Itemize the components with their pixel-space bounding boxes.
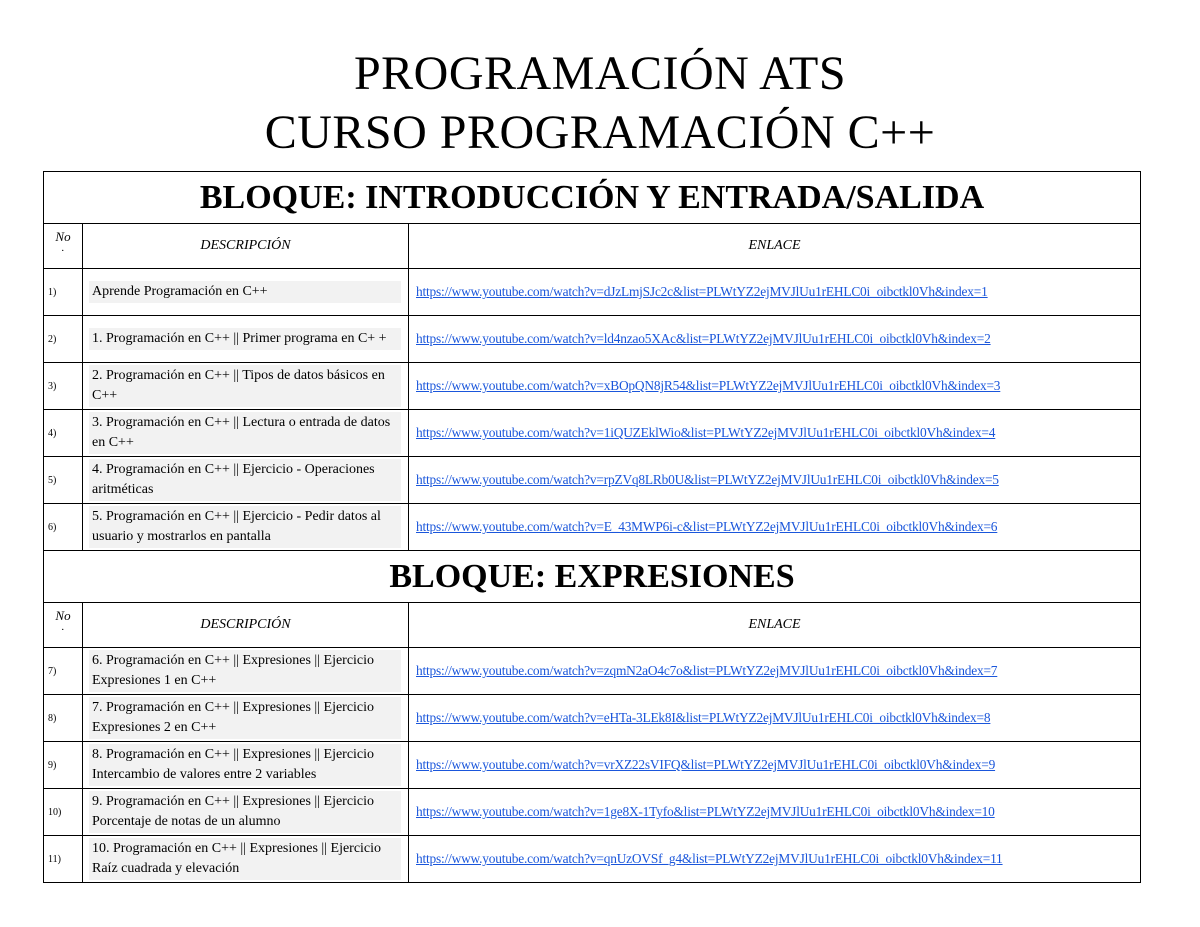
row-description: 1. Programación en C++ || Primer programa en C+ + xyxy=(89,328,401,350)
row-link-cell xyxy=(409,363,1141,410)
course-table xyxy=(43,171,1141,883)
column-header-no-dot: . xyxy=(61,242,65,254)
table-row xyxy=(44,316,1141,363)
row-description: 4. Programación en C++ || Ejercicio - Operaciones aritméticas xyxy=(89,459,401,501)
row-link-cell xyxy=(409,742,1141,789)
video-link[interactable]: https://www.youtube.com/watch?v=ld4nzao5XAc&list=PLWtYZ2ejMVJlUu1rEHLC0i_oibctkl0Vh&index=2 xyxy=(416,331,991,346)
video-link[interactable]: https://www.youtube.com/watch?v=vrXZ22sVIFQ&list=PLWtYZ2ejMVJlUu1rEHLC0i_oibctkl0Vh&index=9 xyxy=(416,757,996,772)
row-description: 6. Programación en C++ || Expresiones || Ejercicio Expresiones 1 en C++ xyxy=(89,650,401,692)
row-description: 9. Programación en C++ || Expresiones || Ejercicio Porcentaje de notas de un alumno xyxy=(89,791,401,833)
column-header-link: ENLACE xyxy=(409,603,1141,648)
column-header-row xyxy=(44,603,1141,648)
table-row xyxy=(44,742,1141,789)
row-link-cell xyxy=(409,269,1141,316)
row-description-cell xyxy=(83,742,409,789)
video-link[interactable]: https://www.youtube.com/watch?v=dJzLmjSJc2c&list=PLWtYZ2ejMVJlUu1rEHLC0i_oibctkl0Vh&index=1 xyxy=(416,284,988,299)
row-link-cell xyxy=(409,457,1141,504)
row-description-cell xyxy=(83,410,409,457)
video-link[interactable]: https://www.youtube.com/watch?v=rpZVq8LRb0U&list=PLWtYZ2ejMVJlUu1rEHLC0i_oibctkl0Vh&index=5 xyxy=(416,472,999,487)
row-description-cell xyxy=(83,789,409,836)
row-description: 5. Programación en C++ || Ejercicio - Pedir datos al usuario y mostrarlos en pantalla xyxy=(89,506,401,548)
block-title-row xyxy=(44,551,1141,603)
row-description: 7. Programación en C++ || Expresiones || Ejercicio Expresiones 2 en C++ xyxy=(89,697,401,739)
row-link-cell xyxy=(409,504,1141,551)
row-number: 9) xyxy=(44,742,83,789)
table-row xyxy=(44,504,1141,551)
row-description: 8. Programación en C++ || Expresiones || Ejercicio Intercambio de valores entre 2 variables xyxy=(89,744,401,786)
table-row xyxy=(44,410,1141,457)
video-link[interactable]: https://www.youtube.com/watch?v=1ge8X-1Tyfo&list=PLWtYZ2ejMVJlUu1rEHLC0i_oibctkl0Vh&index=10 xyxy=(416,804,995,819)
row-number: 11) xyxy=(44,836,83,883)
column-header-no-dot: . xyxy=(61,621,65,633)
row-description: Aprende Programación en C++ xyxy=(89,281,401,303)
row-description-cell xyxy=(83,648,409,695)
row-link-cell xyxy=(409,648,1141,695)
video-link[interactable]: https://www.youtube.com/watch?v=1iQUZEklWio&list=PLWtYZ2ejMVJlUu1rEHLC0i_oibctkl0Vh&index=4 xyxy=(416,425,996,440)
column-header-row xyxy=(44,224,1141,269)
table-row xyxy=(44,363,1141,410)
row-number: 6) xyxy=(44,504,83,551)
row-number: 2) xyxy=(44,316,83,363)
row-link-cell xyxy=(409,789,1141,836)
row-number: 8) xyxy=(44,695,83,742)
row-description-cell xyxy=(83,269,409,316)
row-link-cell xyxy=(409,410,1141,457)
video-link[interactable]: https://www.youtube.com/watch?v=xBOpQN8jR54&list=PLWtYZ2ejMVJlUu1rEHLC0i_oibctkl0Vh&index=3 xyxy=(416,378,1001,393)
row-description-cell xyxy=(83,363,409,410)
row-number: 3) xyxy=(44,363,83,410)
table-row xyxy=(44,457,1141,504)
table-row xyxy=(44,648,1141,695)
row-link-cell xyxy=(409,836,1141,883)
video-link[interactable]: https://www.youtube.com/watch?v=qnUzOVSf_g4&list=PLWtYZ2ejMVJlUu1rEHLC0i_oibctkl0Vh&index=11 xyxy=(416,851,1003,866)
column-header-no xyxy=(44,603,83,648)
video-link[interactable]: https://www.youtube.com/watch?v=eHTa-3LEk8I&list=PLWtYZ2ejMVJlUu1rEHLC0i_oibctkl0Vh&index=8 xyxy=(416,710,991,725)
row-description: 2. Programación en C++ || Tipos de datos básicos en C++ xyxy=(89,365,401,407)
table-row xyxy=(44,269,1141,316)
row-description-cell xyxy=(83,457,409,504)
row-link-cell xyxy=(409,316,1141,363)
block-title: BLOQUE: EXPRESIONES xyxy=(44,551,1141,603)
video-link[interactable]: https://www.youtube.com/watch?v=zqmN2aO4c7o&list=PLWtYZ2ejMVJlUu1rEHLC0i_oibctkl0Vh&index=7 xyxy=(416,663,998,678)
page-title: PROGRAMACIÓN ATS xyxy=(353,47,847,100)
row-number: 4) xyxy=(44,410,83,457)
column-header-link: ENLACE xyxy=(409,224,1141,269)
row-number: 5) xyxy=(44,457,83,504)
row-number: 10) xyxy=(44,789,83,836)
table-row xyxy=(44,789,1141,836)
row-link-cell xyxy=(409,695,1141,742)
row-description-cell xyxy=(83,504,409,551)
row-description-cell xyxy=(83,316,409,363)
column-header-description: DESCRIPCIÓN xyxy=(83,224,409,269)
row-number: 7) xyxy=(44,648,83,695)
row-description-cell xyxy=(83,836,409,883)
row-description: 3. Programación en C++ || Lectura o entrada de datos en C++ xyxy=(89,412,401,454)
page-subtitle: CURSO PROGRAMACIÓN C++ xyxy=(264,106,936,159)
row-description-cell xyxy=(83,695,409,742)
column-header-no-label: No xyxy=(55,608,71,623)
column-header-no-label: No xyxy=(55,229,71,244)
row-description: 10. Programación en C++ || Expresiones || Ejercicio Raíz cuadrada y elevación xyxy=(89,838,401,880)
table-row xyxy=(44,695,1141,742)
block-title: BLOQUE: INTRODUCCIÓN Y ENTRADA/SALIDA xyxy=(44,172,1141,224)
block-title-row xyxy=(44,172,1141,224)
column-header-no xyxy=(44,224,83,269)
column-header-description: DESCRIPCIÓN xyxy=(83,603,409,648)
course-table-body xyxy=(44,172,1141,883)
row-number: 1) xyxy=(44,269,83,316)
table-row xyxy=(44,836,1141,883)
video-link[interactable]: https://www.youtube.com/watch?v=E_43MWP6i-c&list=PLWtYZ2ejMVJlUu1rEHLC0i_oibctkl0Vh&index=6 xyxy=(416,519,998,534)
